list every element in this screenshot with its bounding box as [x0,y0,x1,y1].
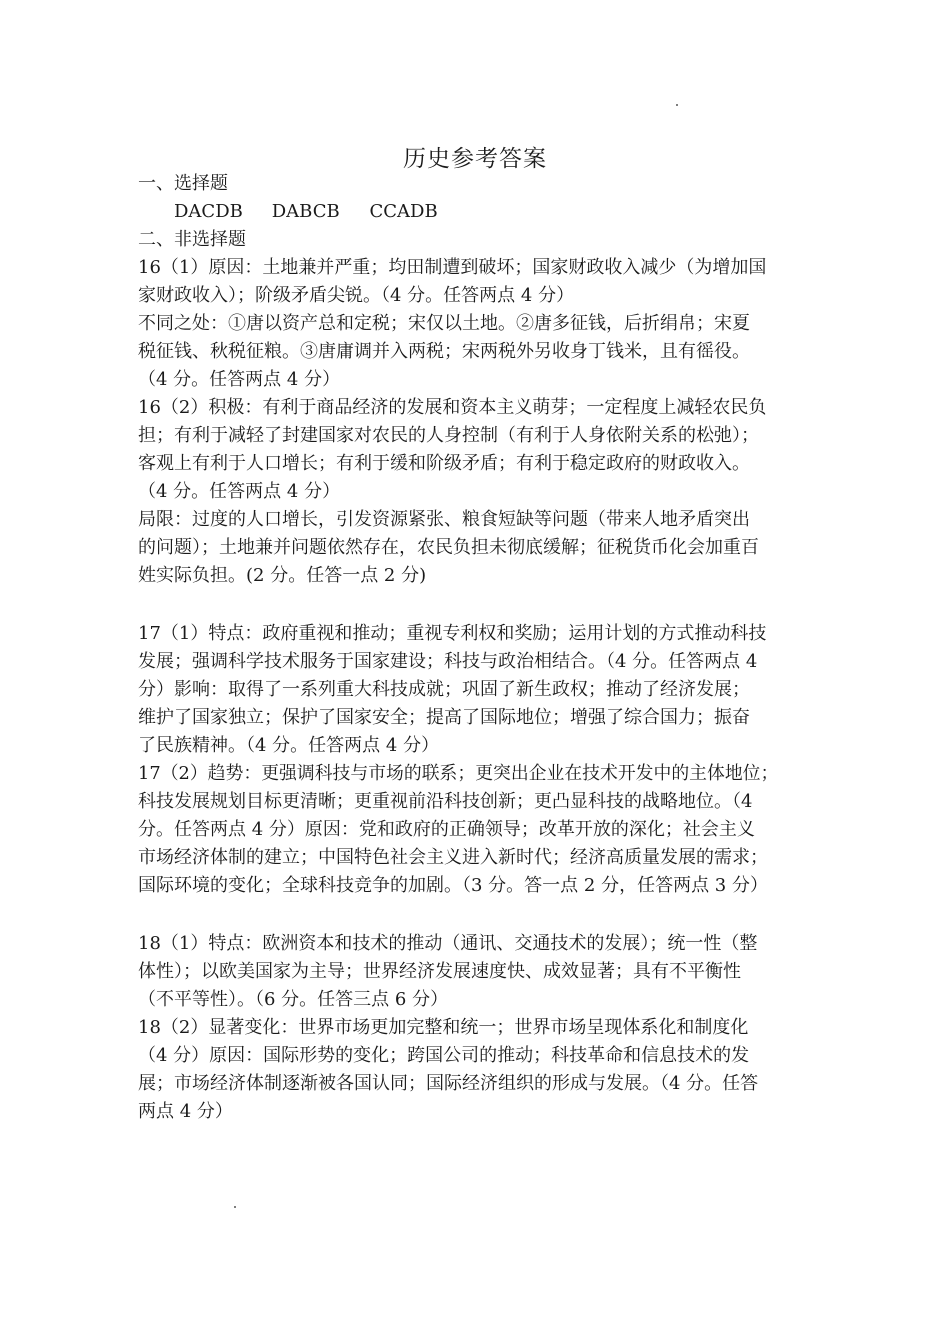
answer-line: 局限：过度的人口增长，引发资源紧张、粮食短缺等问题（带来人地矛盾突出 [138,509,750,530]
answer-line: 市场经济体制的建立；中国特色社会主义进入新时代；经济高质量发展的需求； [138,847,768,868]
answer-line: （4 分。任答两点 4 分） [138,369,341,390]
answer-group-2: DABCB [271,201,340,222]
answer-line: 18（1）特点：欧洲资本和技术的推动（通讯、交通技术的发展）；统一性（整 [138,933,758,954]
answer-line: 税征钱、秋税征粮。③唐庸调并入两税；宋两税外另收身丁钱米，且有徭役。 [138,341,750,362]
answer-line: 分）影响：取得了一系列重大科技成就；巩固了新生政权；推动了经济发展； [138,679,750,700]
answer-line: 科技发展规划目标更清晰；更重视前沿科技创新；更凸显科技的战略地位。（4 [138,791,753,812]
answer-line: 了民族精神。（4 分。任答两点 4 分） [138,735,440,756]
answer-line: 16（1）原因：土地兼并严重；均田制遭到破坏；国家财政收入减少（为增加国 [138,257,767,278]
answer-line: （4 分。任答两点 4 分） [138,481,341,502]
answer-line: 不同之处：①唐以资产总和定税；宋仅以土地。②唐多征钱，后折绢帛；宋夏 [138,313,750,334]
scan-dot-top [676,104,678,106]
section-heading-choice: 一、选择题 [138,173,228,194]
answer-line: 分。任答两点 4 分）原因：党和政府的正确领导；改革开放的深化；社会主义 [138,819,755,840]
answer-line: 两点 4 分） [138,1101,233,1122]
answer-line: （不平等性）。（6 分。任答三点 6 分） [138,989,449,1010]
page-title: 历史参考答案 [403,146,547,172]
answer-line: 的问题）；土地兼并问题依然存在，农民负担未彻底缓解；征税货币化会加重百 [138,537,759,558]
scan-dot-bottom [234,1206,236,1208]
answer-group-3: CCADB [369,201,438,222]
answer-line: 姓实际负担。(2 分。任答一点 2 分) [138,565,427,586]
answer-line: 客观上有利于人口增长；有利于缓和阶级矛盾；有利于稳定政府的财政收入。 [138,453,750,474]
answer-line: 展；市场经济体制逐渐被各国认同；国际经济组织的形成与发展。（4 分。任答 [138,1073,759,1094]
answer-line: 16（2）积极：有利于商品经济的发展和资本主义萌芽；一定程度上减轻农民负 [138,397,767,418]
answer-line: （4 分）原因：国际形势的变化；跨国公司的推动；科技革命和信息技术的发 [138,1045,750,1066]
answer-line: 体性）；以欧美国家为主导；世界经济发展速度快、成效显著；具有不平衡性 [138,961,741,982]
answer-line: 维护了国家独立；保护了国家安全；提高了国际地位；增强了综合国力；振奋 [138,707,750,728]
answer-group-1: DACDB [174,201,243,222]
choice-answers [174,198,814,226]
answer-line: 国际环境的变化；全球科技竞争的加剧。（3 分。答一点 2 分，任答两点 3 分） [138,875,768,896]
answer-line: 担；有利于减轻了封建国家对农民的人身控制（有利于人身依附关系的松弛）； [138,425,759,446]
answer-line: 17（2）趋势：更强调科技与市场的联系；更突出企业在技术开发中的主体地位； [138,763,779,784]
answer-line: 18（2）显著变化：世界市场更加完整和统一；世界市场呈现体系化和制度化 [138,1017,749,1038]
answer-line: 17（1）特点：政府重视和推动；重视专利权和奖励；运用计划的方式推动科技 [138,623,767,644]
section-heading-nonchoice: 二、非选择题 [138,229,246,250]
answer-line: 发展；强调科学技术服务于国家建设；科技与政治相结合。（4 分。任答两点 4 [138,651,758,672]
answer-line: 家财政收入）；阶级矛盾尖锐。（4 分。任答两点 4 分） [138,285,575,306]
